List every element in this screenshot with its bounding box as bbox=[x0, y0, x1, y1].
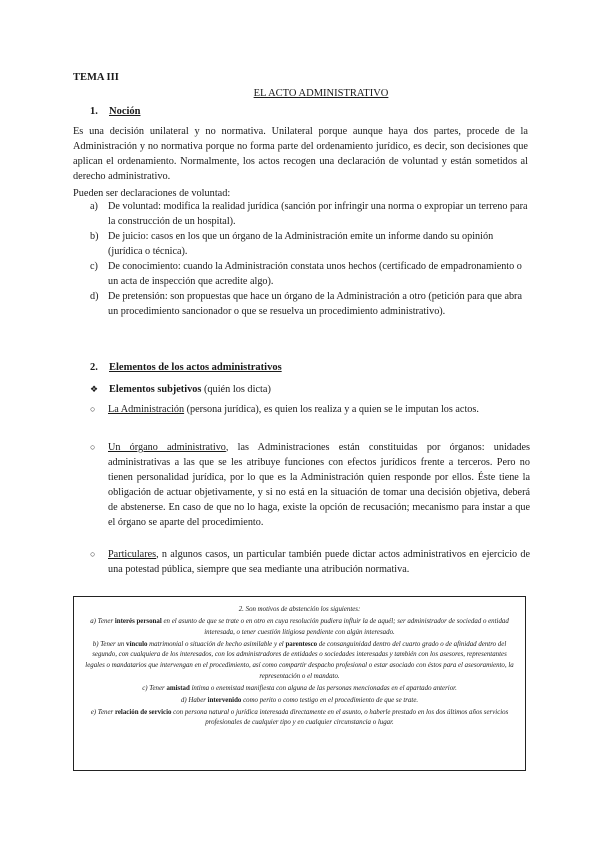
section-1-title: Noción bbox=[109, 106, 141, 117]
list-item-text: De voluntad: modifica la realidad jurídica (sanción por infringir una norma o expropiar un terreno para la construcción de un hospital). bbox=[108, 201, 528, 227]
tema-label: TEMA III bbox=[73, 72, 119, 83]
page-title-text: EL ACTO ADMINISTRATIVO bbox=[253, 88, 389, 99]
list-item bbox=[90, 199, 530, 229]
box-item-c: c) Tener amistad íntima o enemistad manifiesta con alguna de las personas mencionadas en el apartado anterior. bbox=[142, 684, 457, 692]
section-2-title: Elementos de los actos administrativos bbox=[109, 362, 282, 373]
list-marker: c) bbox=[90, 261, 98, 272]
abstencion-box bbox=[73, 596, 526, 771]
subject-item-administracion bbox=[90, 402, 530, 417]
subject-label: Particulares bbox=[108, 549, 157, 560]
list-item-text: De conocimiento: cuando la Administración constata unos hechos (certificado de empadronamiento o un acta de inspección que acredite algo). bbox=[108, 261, 522, 287]
list-item bbox=[90, 289, 530, 319]
subheading-bold: Elementos subjetivos bbox=[109, 384, 202, 395]
list-item-text: De pretensión: son propuestas que hace un órgano de la Administración a otro (petición para que abra un procedimiento sancionador o que se resuelva un procedimiento administrativo). bbox=[108, 291, 522, 317]
page-title bbox=[0, 88, 600, 99]
box-item-e: e) Tener relación de servicio con persona natural o jurídica interesada directamente en el asunto, o haberle prestado en los dos últimos años servicios profesionales de cualquier tipo y en cualquier circunstancia o lugar. bbox=[90, 708, 509, 727]
subject-item-organo bbox=[90, 440, 530, 530]
list-marker: a) bbox=[90, 201, 98, 212]
subject-text: , las Administraciones están constituidas por órganos: unidades administrativas a las que se les atribuye funciones con efectos jurídicos frente a terceros. Pero no tienen personalidad jurídica, por lo que es la Administración quien responde por ellos. Éste tiene la obligación de actuar objetivamente, y si no está en la situación de tomar una decisión objetiva, deberá de abstenerse. En caso de que no lo haga, existe la opción de recusación; mecanismo para instar a que el órgano se aparte del procedimiento. bbox=[108, 442, 530, 528]
subjetivos-subheading bbox=[90, 384, 271, 395]
list-marker: d) bbox=[90, 291, 99, 302]
circle-bullet-icon: ○ bbox=[90, 404, 96, 414]
diamond-bullet-icon: ❖ bbox=[90, 384, 99, 394]
subject-text: (persona jurídica), es quien los realiza y a quien se le imputan los actos. bbox=[184, 404, 479, 415]
box-intro: 2. Son motivos de abstención los siguientes: bbox=[238, 606, 361, 613]
circle-bullet-icon: ○ bbox=[90, 442, 96, 452]
subject-item-particulares bbox=[90, 547, 530, 577]
subject-label: La Administración bbox=[108, 404, 185, 415]
section-2-number: 2. bbox=[90, 362, 98, 373]
nocion-paragraph: Es una decisión unilateral y no normativa. Unilateral porque aunque haya dos partes, procede de la Administración y no normativa porque no forma parte del ordenamiento jurídico, es decir, son decisiones que aplican el ordenamiento. Normalmente, los actos recogen una declaración de voluntad y están sometidos al derecho administrativo. bbox=[73, 126, 528, 182]
circle-bullet-icon: ○ bbox=[90, 549, 96, 559]
subject-text: , n algunos casos, un particular también puede dictar actos administrativos en ejercicio de una potestad pública, siempre que sea mediante una atribución normativa. bbox=[108, 549, 530, 575]
declaraciones-list bbox=[90, 199, 530, 319]
box-item-a: a) Tener interés personal en el asunto de que se trate o en otro en cuya resolución pudiera influir la de aquél; ser administrador de sociedad o entidad interesada, o tener cuestión litigiosa pendiente con algún interesado. bbox=[90, 618, 509, 636]
section-2-heading bbox=[90, 362, 282, 373]
list-item bbox=[90, 229, 530, 259]
section-1-heading bbox=[90, 106, 141, 117]
section-1-number: 1. bbox=[90, 106, 98, 117]
subject-label: Un órgano administrativo bbox=[108, 442, 226, 453]
box-item-d: d) Haber intervenido como perito o como testigo en el procedimiento de que se trate. bbox=[180, 696, 419, 704]
declaraciones-intro: Pueden ser declaraciones de voluntad: bbox=[73, 188, 231, 199]
subheading-rest: (quién los dicta) bbox=[201, 384, 271, 395]
list-item bbox=[90, 259, 530, 289]
list-item-text: De juicio: casos en los que un órgano de la Administración emite un informe dando su opinión (jurídica o técnica). bbox=[108, 231, 494, 257]
box-item-b: b) Tener un vínculo matrimonial o situación de hecho asimilable y el parentesco de consanguinidad dentro del cuarto grado o de afinidad dentro del segundo, con cualquiera de los interesados, con los administradores de entidades o sociedades interesadas y también con los asesores, representantes legales o mandatarios que intervengan en el procedimiento, así como compartir despacho profesional o estar asociado con éstos para el asesoramiento, la representación o el mandato. bbox=[85, 640, 514, 680]
list-marker: b) bbox=[90, 231, 99, 242]
